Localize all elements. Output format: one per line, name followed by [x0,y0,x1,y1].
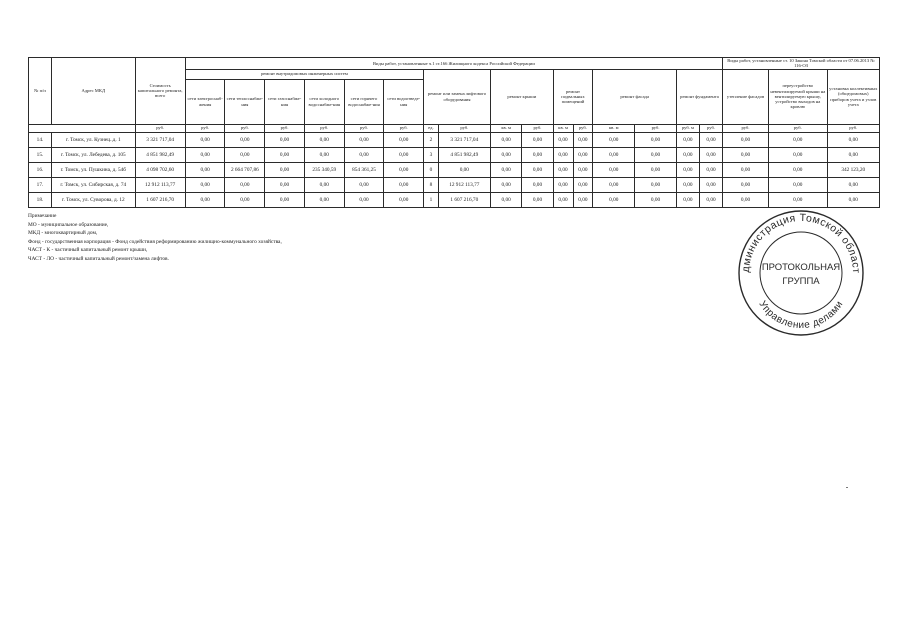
header-roof: ремонт крыши [490,69,553,124]
cell-found-cost: 0,00 [699,162,722,177]
header-sewer: сети водоотведе-ния [384,79,424,124]
cell-base-area: 0,00 [553,147,573,162]
cell-insulation: 0,00 [723,177,769,192]
header-facade: ремонт фасада [593,69,677,124]
cell-facade-cost: 0,00 [635,177,677,192]
stamp-outer-text: дминистрация Томской област [739,211,863,274]
unit-cell: руб. [384,124,424,132]
cell-address: г. Томск, ул. Сибирская, д. 74 [51,177,135,192]
unit-cell: руб. [304,124,344,132]
cell-elev-cost: 4 851 982,49 [438,147,490,162]
header-gas: сети газоснабже-ния [265,79,305,124]
table-body [29,132,880,207]
cell-gas: 0,00 [265,177,305,192]
cell-meters: 0,00 [827,192,879,207]
note-line: МКД - многоквартирный дом, [28,230,98,237]
cell-sewer: 0,00 [384,132,424,147]
cell-sewer: 0,00 [384,162,424,177]
cell-base-area: 0,00 [553,162,573,177]
stamp-bottom-text: Управление делами [756,299,846,332]
cell-hot: 0,00 [344,192,384,207]
header-address: Адрес МКД [51,58,135,125]
header-regional-group: Виды работ, установленные ст. 10 Закона Томской области от 07.06.2013 № 116-ОЗ [723,58,880,70]
stamp-seal [736,208,866,338]
cell-insulation: 0,00 [723,162,769,177]
cell-elev-units: 0 [424,162,439,177]
cell-electric: 0,00 [185,147,225,162]
unit-cell: руб. [225,124,265,132]
cell-roof-cost: 0,00 [522,147,553,162]
unit-cell: руб. [185,124,225,132]
unit-cell: руб. [344,124,384,132]
cell-base-cost: 0,00 [573,162,593,177]
cell-roof-pitch: 0,00 [769,177,828,192]
cell-roof-area: 0,00 [490,132,521,147]
cell-cost: 4 098 702,60 [135,162,185,177]
cell-electric: 0,00 [185,162,225,177]
cell-cold: 0,00 [304,177,344,192]
cell-elev-cost: 1 607 216,70 [438,192,490,207]
header-electric: сети электроснаб-жения [185,79,225,124]
cell-cold: 0,00 [304,132,344,147]
cell-elev-units: 1 [424,192,439,207]
cell-address: г. Томск, ул. Суворова, д. 12 [51,192,135,207]
unit-cell-empty [29,124,136,132]
cell-facade-area: 0,00 [593,162,635,177]
cell-hot: 0,00 [344,147,384,162]
table-row [29,177,880,192]
header-heat: сети теплоснабже-ния [225,79,265,124]
cell-found-cost: 0,00 [699,132,722,147]
cell-sewer: 0,00 [384,177,424,192]
cell-found-area: 0,00 [676,177,699,192]
cell-heat: 0,00 [225,192,265,207]
cell-gas: 0,00 [265,192,305,207]
table-row [29,147,880,162]
cell-base-area: 0,00 [553,177,573,192]
cell-roof-area: 0,00 [490,192,521,207]
cell-sewer: 0,00 [384,192,424,207]
header-insulation: утепление фасадов [723,69,769,124]
table-row [29,192,880,207]
cell-base-cost: 0,00 [573,132,593,147]
cell-insulation: 0,00 [723,132,769,147]
unit-cell: руб. [135,124,185,132]
cell-roof-cost: 0,00 [522,132,553,147]
cell-electric: 0,00 [185,132,225,147]
cell-found-area: 0,00 [676,132,699,147]
header-foundation: ремонт фундамента [676,69,722,124]
repair-works-table [28,57,880,208]
unit-cell: руб. [265,124,305,132]
cell-cost: 12 912 113,77 [135,177,185,192]
cell-found-cost: 0,00 [699,192,722,207]
cell-electric: 0,00 [185,192,225,207]
note-line: МО - муниципальное образование, [28,221,109,228]
cell-cold: 235 340,59 [304,162,344,177]
cell-base-cost: 0,00 [573,177,593,192]
cell-roof-pitch: 0,00 [769,162,828,177]
cell-heat: 0,00 [225,132,265,147]
header-meters: установка коллективных (общедомовых) приборов учета и узлов учета [827,69,879,124]
cell-cold: 0,00 [304,192,344,207]
cell-address: г. Томск, ул. Пушкина, д. 54б [51,162,135,177]
unit-cell: ед. [424,124,439,132]
cell-roof-pitch: 0,00 [769,192,828,207]
table-row [29,162,880,177]
stamp-inner-line1: ПРОТОКОЛЬНАЯ [761,262,841,273]
cell-num: 15. [29,147,52,162]
cell-roof-cost: 0,00 [522,162,553,177]
cell-gas: 0,00 [265,162,305,177]
cell-hot: 854 361,25 [344,162,384,177]
header-row-groups [29,58,880,70]
cell-roof-area: 0,00 [490,177,521,192]
cell-found-area: 0,00 [676,192,699,207]
cell-roof-cost: 0,00 [522,177,553,192]
cell-meters: 0,00 [827,177,879,192]
cell-num: 16. [29,162,52,177]
cell-found-area: 0,00 [676,162,699,177]
cell-found-cost: 0,00 [699,147,722,162]
cell-heat: 0,00 [225,177,265,192]
cell-meters: 342 123,20 [827,162,879,177]
cell-facade-cost: 0,00 [635,147,677,162]
note-line: ЧАСТ - К - частичный капитальный ремонт крыши, [28,247,148,254]
cell-heat: 0,00 [225,147,265,162]
cell-meters: 0,00 [827,132,879,147]
cell-elev-cost: 3 321 717,04 [438,132,490,147]
cell-roof-cost: 0,00 [522,192,553,207]
stamp-inner-line2: ГРУППА [782,276,820,287]
cell-found-cost: 0,00 [699,177,722,192]
cell-facade-area: 0,00 [593,177,635,192]
cell-num: 14. [29,132,52,147]
cell-sewer: 0,00 [384,147,424,162]
header-basement: ремонт подвальных помещений [553,69,593,124]
cell-facade-area: 0,00 [593,192,635,207]
unit-cell: руб. [827,124,879,132]
header-hot-water: сети горячего водоснабже-ния [344,79,384,124]
header-federal-group: Виды работ, установленные ч.1 ст.166 Жилищного кодекса Российской Федерации [185,58,722,70]
unit-cell: руб. [699,124,722,132]
unit-cell: кв. м [490,124,521,132]
unit-cell: кв. м [593,124,635,132]
notes-block [28,212,548,264]
units-row [29,124,880,132]
cell-elev-cost: 12 912 113,77 [438,177,490,192]
cell-elev-units: 2 [424,132,439,147]
cell-base-cost: 0,00 [573,192,593,207]
header-cold-water: сети холодного водоснабже-ния [304,79,344,124]
cell-num: 18. [29,192,52,207]
cell-address: г. Томск, ул. Кузнец..д. 1 [51,132,135,147]
unit-cell: руб. [723,124,769,132]
unit-cell: руб. м [676,124,699,132]
cell-gas: 0,00 [265,132,305,147]
cell-cost: 3 321 717,04 [135,132,185,147]
cell-gas: 0,00 [265,147,305,162]
cell-elev-units: 8 [424,177,439,192]
header-num: № п/п [29,58,52,125]
unit-cell: руб. [769,124,828,132]
cell-heat: 2 664 707,86 [225,162,265,177]
cell-num: 17. [29,177,52,192]
cell-cost: 4 851 982,49 [135,147,185,162]
cell-base-area: 0,00 [553,132,573,147]
cell-hot: 0,00 [344,177,384,192]
notes-title: Примечание [28,213,57,219]
header-cost: Стоимость капитального ремонта, всего [135,58,185,125]
cell-facade-cost: 0,00 [635,132,677,147]
cell-meters: 0,00 [827,147,879,162]
cell-roof-area: 0,00 [490,162,521,177]
cell-cost: 1 607 216,70 [135,192,185,207]
cell-address: г. Томск, ул. Лебедева, д. 105 [51,147,135,162]
cell-cold: 0,00 [304,147,344,162]
cell-base-cost: 0,00 [573,147,593,162]
header-elevator: ремонт или замена лифтового оборудования [424,69,491,124]
table-row [29,132,880,147]
unit-cell: руб. [522,124,553,132]
cell-base-area: 0,00 [553,192,573,207]
cell-roof-pitch: 0,00 [769,147,828,162]
cell-hot: 0,00 [344,132,384,147]
header-systems-group: ремонт внутридомовых инженерных систем [185,69,423,79]
cell-facade-cost: 0,00 [635,192,677,207]
cell-elev-cost: 0,00 [438,162,490,177]
cell-facade-area: 0,00 [593,132,635,147]
cell-facade-area: 0,00 [593,147,635,162]
scan-speck [846,487,848,488]
cell-insulation: 0,00 [723,192,769,207]
cell-insulation: 0,00 [723,147,769,162]
note-line: ЧАСТ - ЛО - частичный капитальный ремонт/замена лифтов. [28,255,169,262]
cell-electric: 0,00 [185,177,225,192]
official-stamp [736,208,866,338]
unit-cell: кв. м [553,124,573,132]
cell-roof-area: 0,00 [490,147,521,162]
unit-cell: руб. [438,124,490,132]
cell-found-area: 0,00 [676,147,699,162]
unit-cell: руб. [573,124,593,132]
cell-roof-pitch: 0,00 [769,132,828,147]
cell-elev-units: 3 [424,147,439,162]
header-roof-pitch: переустройство невентилируемой крыши на вентилируемую крышу, устройство выходов на кровлю [769,69,828,124]
unit-cell: руб. [635,124,677,132]
note-line: Фонд - государственная корпорация - Фонд содействия реформированию жилищно-коммунального хозяйства, [28,238,282,245]
cell-facade-cost: 0,00 [635,162,677,177]
